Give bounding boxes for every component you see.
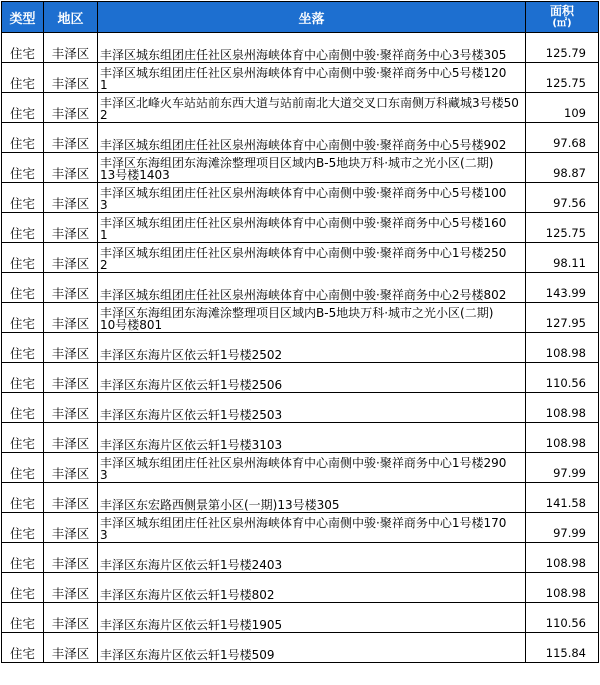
table-body — [2, 33, 599, 663]
header-district: 地区 — [44, 2, 98, 33]
table-row — [2, 483, 599, 513]
cell-address — [98, 453, 526, 483]
cell-area: 109 — [526, 93, 599, 123]
cell-address: 丰泽区东海片区依云轩1号楼2506 — [98, 363, 526, 393]
table-row — [2, 573, 599, 603]
address-line-2: 2 — [100, 109, 108, 121]
property-table — [1, 1, 599, 663]
cell-area: 127.95 — [526, 303, 599, 333]
cell-address — [98, 153, 526, 183]
table-row — [2, 423, 599, 453]
cell-area: 97.99 — [526, 513, 599, 543]
cell-address: 丰泽区东海片区依云轩1号楼509 — [98, 633, 526, 663]
cell-district: 丰泽区 — [44, 303, 98, 333]
table-row — [2, 243, 599, 273]
cell-address: 丰泽区东海片区依云轩1号楼2503 — [98, 393, 526, 423]
cell-district: 丰泽区 — [44, 513, 98, 543]
address-line-2: 1 — [100, 79, 108, 91]
address-line-2: 13号楼1403 — [100, 169, 170, 181]
address-line-1: 丰泽区城东组团庄任社区泉州海峡体育中心南侧中骏·聚祥商务中心1号楼170 — [100, 517, 507, 529]
table-row — [2, 213, 599, 243]
cell-area: 125.75 — [526, 213, 599, 243]
header-area-unit: (㎡) — [552, 17, 572, 29]
cell-area: 98.11 — [526, 243, 599, 273]
cell-type: 住宅 — [2, 363, 44, 393]
header-address: 坐落 — [98, 2, 526, 33]
address-line-2: 3 — [100, 469, 108, 481]
cell-area: 143.99 — [526, 273, 599, 303]
table-row — [2, 603, 599, 633]
cell-area: 97.99 — [526, 453, 599, 483]
address-line-1: 丰泽区城东组团庄任社区泉州海峡体育中心南侧中骏·聚祥商务中心1号楼250 — [100, 247, 507, 259]
table-row — [2, 363, 599, 393]
table-row — [2, 453, 599, 483]
address-line-2: 2 — [100, 259, 108, 271]
cell-area: 115.84 — [526, 633, 599, 663]
cell-type: 住宅 — [2, 423, 44, 453]
cell-district: 丰泽区 — [44, 423, 98, 453]
cell-type: 住宅 — [2, 513, 44, 543]
cell-area: 98.87 — [526, 153, 599, 183]
cell-address: 丰泽区东海片区依云轩1号楼2502 — [98, 333, 526, 363]
table-row — [2, 93, 599, 123]
cell-district: 丰泽区 — [44, 543, 98, 573]
cell-district: 丰泽区 — [44, 483, 98, 513]
cell-area: 97.56 — [526, 183, 599, 213]
table-row — [2, 333, 599, 363]
cell-type: 住宅 — [2, 33, 44, 63]
cell-district: 丰泽区 — [44, 123, 98, 153]
cell-address: 丰泽区东海片区依云轩1号楼2403 — [98, 543, 526, 573]
cell-address: 丰泽区城东组团庄任社区泉州海峡体育中心南侧中骏·聚祥商务中心5号楼902 — [98, 123, 526, 153]
cell-type: 住宅 — [2, 183, 44, 213]
cell-address: 丰泽区东海片区依云轩1号楼1905 — [98, 603, 526, 633]
cell-address — [98, 243, 526, 273]
cell-type: 住宅 — [2, 123, 44, 153]
table-row — [2, 63, 599, 93]
cell-area: 141.58 — [526, 483, 599, 513]
address-line-1: 丰泽区北峰火车站站前东西大道与站前南北大道交叉口东南侧万科藏城3号楼50 — [100, 97, 519, 109]
cell-area: 110.56 — [526, 603, 599, 633]
cell-address — [98, 213, 526, 243]
header-area — [526, 2, 599, 33]
table-row — [2, 393, 599, 423]
cell-area: 108.98 — [526, 423, 599, 453]
cell-type: 住宅 — [2, 573, 44, 603]
table-row — [2, 33, 599, 63]
cell-address: 丰泽区东宏路西侧景第小区(一期)13号楼305 — [98, 483, 526, 513]
cell-area: 97.68 — [526, 123, 599, 153]
cell-district: 丰泽区 — [44, 363, 98, 393]
cell-district: 丰泽区 — [44, 183, 98, 213]
cell-type: 住宅 — [2, 153, 44, 183]
cell-address: 丰泽区城东组团庄任社区泉州海峡体育中心南侧中骏·聚祥商务中心3号楼305 — [98, 33, 526, 63]
cell-district: 丰泽区 — [44, 453, 98, 483]
table-row — [2, 123, 599, 153]
cell-address — [98, 63, 526, 93]
header-area-label: 面积 — [549, 3, 574, 18]
cell-address — [98, 513, 526, 543]
cell-type: 住宅 — [2, 603, 44, 633]
cell-district: 丰泽区 — [44, 213, 98, 243]
address-line-1: 丰泽区城东组团庄任社区泉州海峡体育中心南侧中骏·聚祥商务中心5号楼100 — [100, 187, 507, 199]
cell-district: 丰泽区 — [44, 243, 98, 273]
cell-area: 108.98 — [526, 573, 599, 603]
cell-address — [98, 93, 526, 123]
cell-district: 丰泽区 — [44, 273, 98, 303]
cell-area: 125.75 — [526, 63, 599, 93]
cell-address — [98, 303, 526, 333]
cell-district: 丰泽区 — [44, 33, 98, 63]
cell-type: 住宅 — [2, 243, 44, 273]
cell-district: 丰泽区 — [44, 393, 98, 423]
cell-type: 住宅 — [2, 213, 44, 243]
cell-address: 丰泽区东海片区依云轩1号楼3103 — [98, 423, 526, 453]
cell-district: 丰泽区 — [44, 573, 98, 603]
cell-district: 丰泽区 — [44, 153, 98, 183]
cell-type: 住宅 — [2, 543, 44, 573]
table-row — [2, 273, 599, 303]
cell-area: 110.56 — [526, 363, 599, 393]
cell-address: 丰泽区城东组团庄任社区泉州海峡体育中心南侧中骏·聚祥商务中心2号楼802 — [98, 273, 526, 303]
cell-area: 108.98 — [526, 393, 599, 423]
cell-district: 丰泽区 — [44, 93, 98, 123]
cell-address — [98, 183, 526, 213]
table-row — [2, 543, 599, 573]
cell-area: 108.98 — [526, 333, 599, 363]
cell-area: 125.79 — [526, 33, 599, 63]
cell-type: 住宅 — [2, 93, 44, 123]
cell-type: 住宅 — [2, 453, 44, 483]
header-type: 类型 — [2, 2, 44, 33]
cell-type: 住宅 — [2, 63, 44, 93]
cell-type: 住宅 — [2, 273, 44, 303]
table-row — [2, 633, 599, 663]
table-row — [2, 513, 599, 543]
address-line-2: 3 — [100, 529, 108, 541]
cell-address: 丰泽区东海片区依云轩1号楼802 — [98, 573, 526, 603]
cell-type: 住宅 — [2, 633, 44, 663]
address-line-2: 1 — [100, 229, 108, 241]
address-line-1: 丰泽区东海组团东海滩涂整理项目区域内B-5地块万科·城市之光小区(二期) — [100, 157, 494, 169]
table-row — [2, 183, 599, 213]
address-line-1: 丰泽区城东组团庄任社区泉州海峡体育中心南侧中骏·聚祥商务中心5号楼120 — [100, 67, 507, 79]
address-line-2: 3 — [100, 199, 108, 211]
address-line-1: 丰泽区城东组团庄任社区泉州海峡体育中心南侧中骏·聚祥商务中心1号楼290 — [100, 457, 507, 469]
header-row — [2, 2, 599, 33]
cell-district: 丰泽区 — [44, 633, 98, 663]
cell-type: 住宅 — [2, 483, 44, 513]
cell-district: 丰泽区 — [44, 333, 98, 363]
cell-type: 住宅 — [2, 393, 44, 423]
table-row — [2, 303, 599, 333]
address-line-2: 10号楼801 — [100, 319, 163, 331]
address-line-1: 丰泽区城东组团庄任社区泉州海峡体育中心南侧中骏·聚祥商务中心5号楼160 — [100, 217, 507, 229]
cell-type: 住宅 — [2, 303, 44, 333]
cell-type: 住宅 — [2, 333, 44, 363]
cell-area: 108.98 — [526, 543, 599, 573]
table-row — [2, 153, 599, 183]
cell-district: 丰泽区 — [44, 603, 98, 633]
cell-district: 丰泽区 — [44, 63, 98, 93]
address-line-1: 丰泽区东海组团东海滩涂整理项目区域内B-5地块万科·城市之光小区(二期) — [100, 307, 494, 319]
